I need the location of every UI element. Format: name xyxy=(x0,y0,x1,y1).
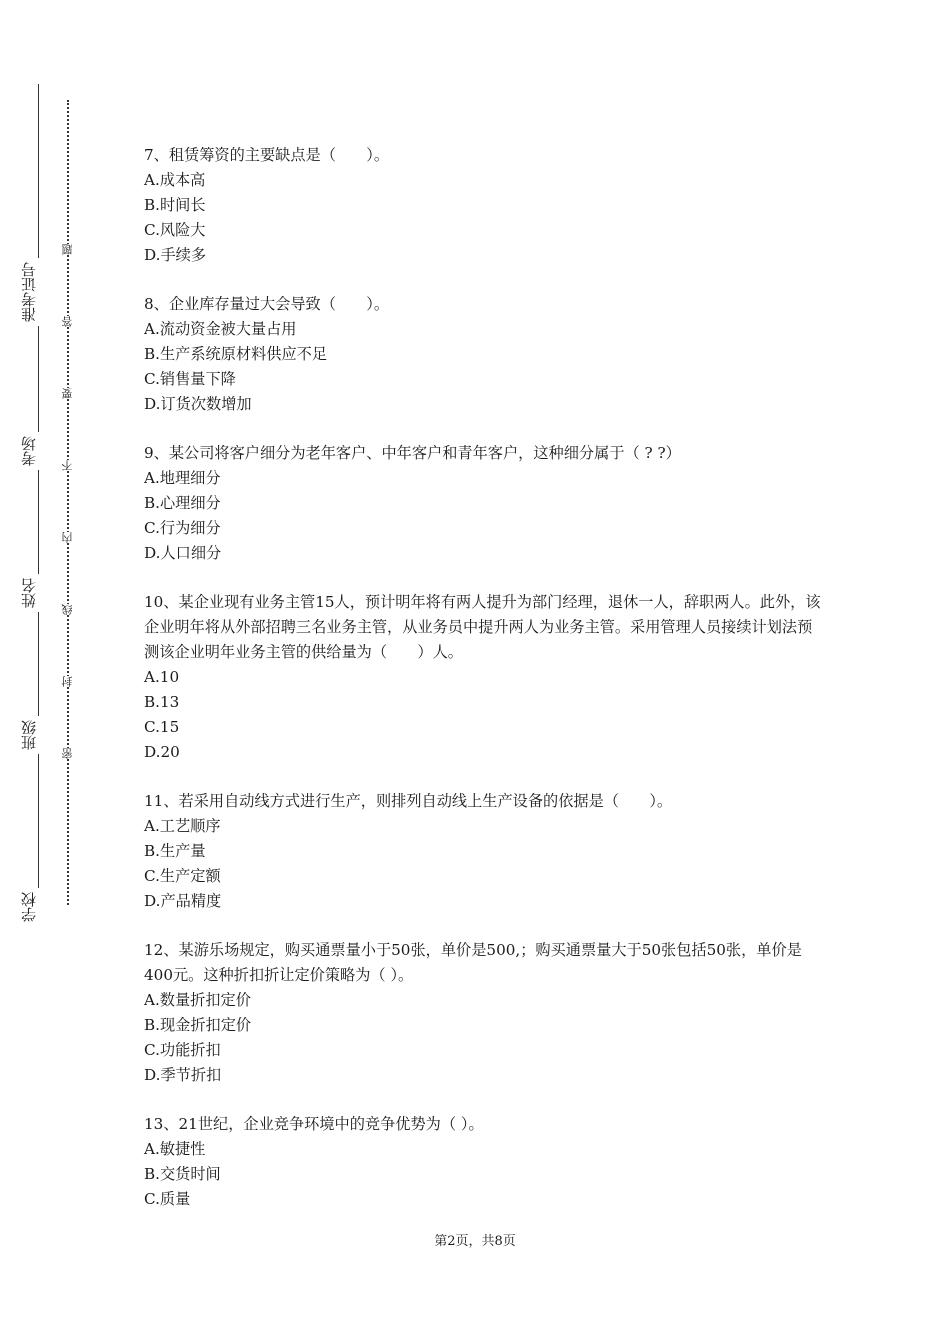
option: B.交货时间 xyxy=(144,1165,221,1183)
option: B.生产系统原材料供应不足 xyxy=(144,345,328,363)
option: A.10 xyxy=(144,668,180,686)
option: D.订货次数增加 xyxy=(144,395,252,413)
question-text: 10、某企业现有业务主管15人，预计明年将有两人提升为部门经理，退休一人，辞职两人。此外，该企业明年将从外部招聘三名业务主管，从业务员中提升两人为业务主管。采用管理人员接续计划法预测该企业明年业务主管的供给量为（ ）人。 xyxy=(144,593,821,661)
option: C.风险大 xyxy=(144,221,206,239)
question-text: 7、租赁筹资的主要缺点是（ ）。 xyxy=(144,146,390,164)
option: A.流动资金被大量占用 xyxy=(144,320,297,338)
seal-char: 密 xyxy=(61,748,74,759)
option: C.15 xyxy=(144,718,180,736)
option: B.心理细分 xyxy=(144,494,221,512)
option: D.手续多 xyxy=(144,246,207,264)
option: C.生产定额 xyxy=(144,867,221,885)
option: D.季节折扣 xyxy=(144,1066,222,1084)
option: D.人口细分 xyxy=(144,544,222,562)
option: D.20 xyxy=(144,743,180,761)
seal-char: 线 xyxy=(61,604,74,615)
question-text: 13、21世纪，企业竞争环境中的竞争优势为（ ）。 xyxy=(144,1115,484,1133)
question-text: 8、企业库存量过大会导致（ ）。 xyxy=(144,295,390,313)
option: C.功能折扣 xyxy=(144,1041,221,1059)
question-text: 11、若采用自动线方式进行生产，则排列自动线上生产设备的依据是（ ）。 xyxy=(144,792,673,810)
class-label: 班级 xyxy=(22,716,42,754)
question-7 xyxy=(144,143,824,268)
question-11 xyxy=(144,789,824,914)
option: B.13 xyxy=(144,693,180,711)
option: C.质量 xyxy=(144,1190,191,1208)
option: A.敏捷性 xyxy=(144,1140,206,1158)
seal-char: 要 xyxy=(61,388,74,399)
school-label: 学校 xyxy=(22,888,42,926)
exam-room-label: 考场 xyxy=(22,432,42,470)
seal-dotted-line xyxy=(67,100,69,905)
option: B.现金折扣定价 xyxy=(144,1016,252,1034)
seal-char: 答 xyxy=(61,316,74,327)
seal-char: 内 xyxy=(61,532,74,543)
question-13 xyxy=(144,1112,824,1212)
binding-underline xyxy=(38,84,39,924)
option: B.生产量 xyxy=(144,842,206,860)
option: A.数量折扣定价 xyxy=(144,991,251,1009)
seal-char: 不 xyxy=(61,460,74,471)
option: D.产品精度 xyxy=(144,892,222,910)
question-9 xyxy=(144,441,824,566)
option: B.时间长 xyxy=(144,196,206,214)
option: C.销售量下降 xyxy=(144,370,236,388)
page-number: 第2页，共8页 xyxy=(434,1234,516,1249)
question-text: 12、某游乐场规定，购买通票量小于50张，单价是500,；购买通票量大于50张包括50张，单价是400元。这种折扣折让定价策略为（ ）。 xyxy=(144,941,802,984)
option: A.工艺顺序 xyxy=(144,817,221,835)
option: A.成本高 xyxy=(144,171,206,189)
name-label: 姓名 xyxy=(22,574,42,612)
question-12 xyxy=(144,938,824,1088)
seal-char: 封 xyxy=(61,676,74,687)
question-8 xyxy=(144,292,824,417)
question-text: 9、某公司将客户细分为老年客户、中年客户和青年客户，这种细分属于（ ? ?） xyxy=(144,444,681,462)
option: A.地理细分 xyxy=(144,469,221,487)
question-10 xyxy=(144,590,824,765)
exam-id-label: 准考证号 xyxy=(22,258,42,326)
option: C.行为细分 xyxy=(144,519,221,537)
question-list xyxy=(144,143,824,1236)
seal-char: 题 xyxy=(61,244,74,255)
